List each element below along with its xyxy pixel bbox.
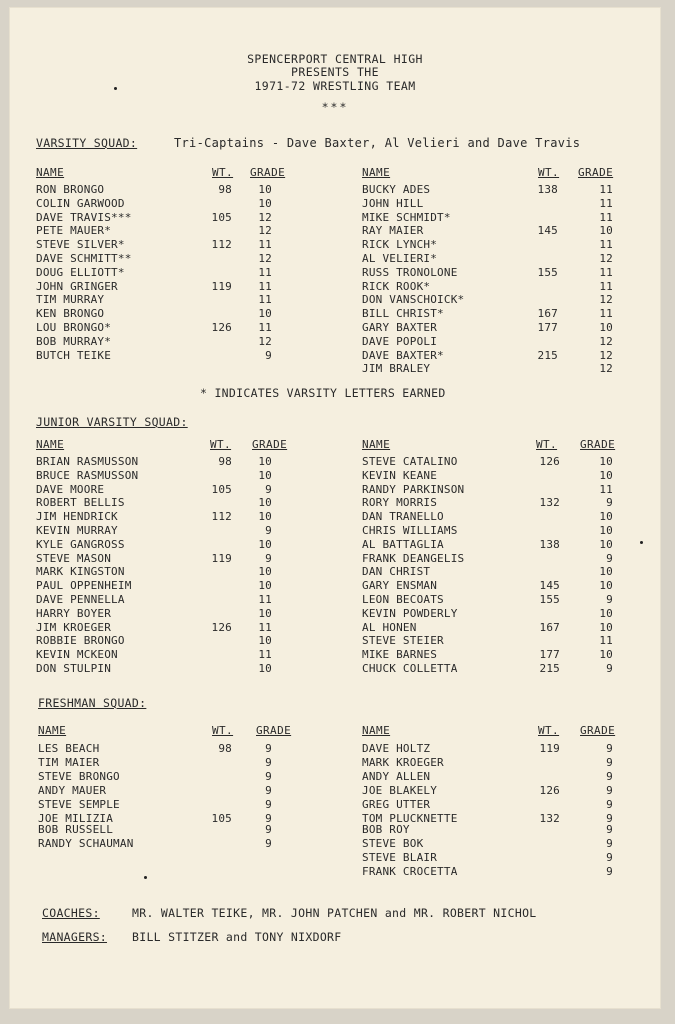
roster-row <box>10 510 660 524</box>
wrestler-grade: 11 <box>599 482 613 496</box>
wrestler-grade: 9 <box>265 798 272 811</box>
wrestler-grade: 10 <box>599 579 613 593</box>
roster-row <box>10 552 660 566</box>
wrestler-grade: 9 <box>606 496 613 510</box>
wrestler-name: STEVE BRONGO <box>38 770 120 783</box>
wrestler-name: TIM MAIER <box>38 756 100 769</box>
wrestler-weight: 98 <box>218 455 232 468</box>
wrestler-grade: 9 <box>606 812 613 825</box>
wrestler-name: ROBERT BELLIS <box>36 496 125 510</box>
wrestler-weight: 215 <box>539 662 560 675</box>
wrestler-grade: 11 <box>599 196 613 210</box>
jv-left-name-header: NAME <box>36 438 65 451</box>
wrestler-grade: 9 <box>265 784 272 797</box>
roster-row <box>10 307 660 321</box>
wrestler-name: JOE BLAKELY <box>362 784 438 797</box>
wrestler-grade: 9 <box>606 756 613 769</box>
varsity-right-wt-header: WT. <box>538 166 560 179</box>
wrestler-weight: 98 <box>218 183 232 196</box>
wrestler-name: RORY MORRIS <box>362 496 438 510</box>
wrestler-grade: 10 <box>258 455 272 468</box>
wrestler-name: BOB MURRAY* <box>36 334 112 348</box>
wrestler-grade: 11 <box>599 183 613 196</box>
wrestler-name: LOU BRONGO* <box>36 321 112 334</box>
coaches-label: COACHES: <box>42 906 100 920</box>
roster-row <box>10 593 660 607</box>
wrestler-grade: 10 <box>258 537 272 551</box>
roster-row <box>10 483 660 497</box>
wrestler-name: TOM PLUCKNETTE <box>362 812 458 825</box>
wrestler-weight: 177 <box>539 648 560 662</box>
school-title: SPENCERPORT CENTRAL HIGH <box>247 52 423 66</box>
wrestler-name: LEON BECOATS <box>362 593 444 606</box>
varsity-left-name-header: NAME <box>36 166 65 179</box>
wrestler-grade: 10 <box>258 468 272 482</box>
wrestler-name: FRANK DEANGELIS <box>362 551 465 565</box>
wrestler-weight: 145 <box>539 579 560 593</box>
roster-row <box>10 798 660 812</box>
wrestler-name: STEVE SILVER* <box>36 238 125 252</box>
wrestler-grade: 11 <box>599 634 613 648</box>
wrestler-grade: 9 <box>606 823 613 836</box>
wrestler-weight: 112 <box>211 510 232 524</box>
wrestler-grade: 11 <box>258 321 272 334</box>
wrestler-name: ANDY ALLEN <box>362 770 431 783</box>
wrestler-grade: 10 <box>599 468 613 482</box>
wrestler-grade: 9 <box>606 551 613 565</box>
wrestler-weight: 105 <box>211 812 232 825</box>
wrestler-name: STEVE CATALINO <box>362 455 458 468</box>
fr-right-wt-header: WT. <box>538 724 560 737</box>
wrestler-weight: 215 <box>537 348 558 362</box>
wrestler-grade: 11 <box>599 265 613 279</box>
wrestler-name: STEVE STEIER <box>362 634 444 648</box>
wrestler-grade: 9 <box>265 482 272 496</box>
jv-right-wt-header: WT. <box>536 438 558 451</box>
wrestler-grade: 10 <box>258 510 272 524</box>
paper-speck <box>144 876 147 879</box>
wrestler-name: JIM KROEGER <box>36 620 112 634</box>
varsity-left-grade-header: GRADE <box>250 166 286 179</box>
roster-row <box>10 648 660 662</box>
wrestler-grade: 12 <box>599 293 613 307</box>
roster-row <box>10 335 660 349</box>
wrestler-weight: 98 <box>218 742 232 755</box>
fr-left-grade-header: GRADE <box>256 724 292 737</box>
freshman-squad-title: FRESHMAN SQUAD: <box>38 696 147 710</box>
wrestler-grade: 9 <box>606 593 613 606</box>
paper-speck <box>114 87 117 90</box>
wrestler-grade: 10 <box>258 662 272 675</box>
wrestler-weight: 138 <box>537 183 558 196</box>
roster-row <box>10 321 660 335</box>
roster-row <box>10 565 660 579</box>
wrestler-grade: 11 <box>258 265 272 279</box>
varsity-letters-note: * INDICATES VARSITY LETTERS EARNED <box>200 386 446 400</box>
wrestler-grade: 10 <box>258 196 272 210</box>
wrestler-name: GREG UTTER <box>362 798 431 811</box>
wrestler-weight: 177 <box>537 321 558 334</box>
wrestler-grade: 9 <box>265 742 272 755</box>
roster-row <box>10 455 660 469</box>
wrestler-name: STEVE SEMPLE <box>38 798 120 811</box>
wrestler-name: BUTCH TEIKE <box>36 348 112 362</box>
wrestler-name: CHRIS WILLIAMS <box>362 524 458 537</box>
roster-row <box>10 211 660 225</box>
jv-right-grade-header: GRADE <box>580 438 616 451</box>
wrestler-name: BRUCE RASMUSSON <box>36 468 139 482</box>
wrestler-grade: 10 <box>599 224 613 238</box>
wrestler-name: GARY BAXTER <box>362 321 438 334</box>
wrestler-grade: 11 <box>599 307 613 321</box>
wrestler-name: DAVE POPOLI <box>362 334 438 348</box>
wrestler-grade: 12 <box>599 252 613 265</box>
wrestler-name: RANDY PARKINSON <box>362 482 465 496</box>
wrestler-weight: 155 <box>539 593 560 606</box>
wrestler-grade: 12 <box>258 252 272 265</box>
wrestler-name: RICK ROOK* <box>362 279 431 293</box>
wrestler-name: AL BATTAGLIA <box>362 537 444 551</box>
wrestler-grade: 12 <box>258 334 272 348</box>
wrestler-name: STEVE BLAIR <box>362 851 438 864</box>
roster-row <box>10 607 660 621</box>
varsity-right-name-header: NAME <box>362 166 391 179</box>
wrestler-name: MARK KROEGER <box>362 756 444 769</box>
wrestler-weight: 119 <box>539 742 560 755</box>
wrestler-name: RON BRONGO <box>36 183 105 196</box>
wrestler-name: FRANK CROCETTA <box>362 865 458 878</box>
wrestler-grade: 10 <box>258 565 272 579</box>
wrestler-grade: 10 <box>599 510 613 524</box>
wrestler-grade: 11 <box>599 210 613 224</box>
wrestler-weight: 126 <box>211 321 232 334</box>
wrestler-grade: 10 <box>599 321 613 334</box>
wrestler-name: KEVIN POWDERLY <box>362 606 458 620</box>
tri-captains-line: Tri-Captains - Dave Baxter, Al Velieri and Dave Travis <box>174 136 581 150</box>
wrestler-name: DAVE PENNELLA <box>36 593 125 606</box>
wrestler-grade: 10 <box>258 579 272 593</box>
wrestler-name: DOUG ELLIOTT* <box>36 265 125 279</box>
wrestler-name: BILL CHRIST* <box>362 307 444 321</box>
wrestler-name: KEN BRONGO <box>36 307 105 321</box>
wrestler-name: JIM HENDRICK <box>36 510 118 524</box>
wrestler-grade: 9 <box>265 837 272 850</box>
wrestler-grade: 11 <box>599 238 613 252</box>
roster-row <box>10 756 660 770</box>
wrestler-name: JOHN HILL <box>362 196 424 210</box>
wrestler-weight: 167 <box>539 620 560 634</box>
wrestler-name: PETE MAUER* <box>36 224 112 238</box>
roster-row <box>10 851 660 865</box>
managers-label: MANAGERS: <box>42 930 108 944</box>
wrestler-name: HARRY BOYER <box>36 606 112 620</box>
program-page <box>10 8 660 1008</box>
varsity-squad-title: VARSITY SQUAD: <box>36 136 138 150</box>
roster-row <box>10 823 660 837</box>
roster-row <box>10 224 660 238</box>
wrestler-grade: 10 <box>599 455 613 468</box>
wrestler-weight: 155 <box>537 265 558 279</box>
wrestler-name: DAVE TRAVIS*** <box>36 210 132 224</box>
fr-right-grade-header: GRADE <box>580 724 616 737</box>
roster-row <box>10 238 660 252</box>
wrestler-name: PAUL OPPENHEIM <box>36 579 132 593</box>
wrestler-grade: 9 <box>606 837 613 850</box>
wrestler-name: ANDY MAUER <box>38 784 107 797</box>
wrestler-name: MIKE SCHMIDT* <box>362 210 451 224</box>
wrestler-grade: 12 <box>599 362 613 376</box>
wrestler-name: KYLE GANGROSS <box>36 537 125 551</box>
roster-row <box>10 784 660 798</box>
wrestler-grade: 9 <box>606 742 613 755</box>
wrestler-name: BOB ROY <box>362 823 410 836</box>
roster-row <box>10 524 660 538</box>
wrestler-grade: 9 <box>265 756 272 769</box>
wrestler-name: CHUCK COLLETTA <box>362 662 458 675</box>
varsity-left-wt-header: WT. <box>212 166 234 179</box>
wrestler-name: COLIN GARWOOD <box>36 196 125 210</box>
wrestler-grade: 9 <box>265 348 272 362</box>
wrestler-name: DAN TRANELLO <box>362 510 444 524</box>
jv-left-grade-header: GRADE <box>252 438 288 451</box>
wrestler-grade: 9 <box>606 770 613 783</box>
wrestler-name: DAVE MOORE <box>36 482 105 496</box>
fr-left-name-header: NAME <box>38 724 67 737</box>
wrestler-grade: 12 <box>599 334 613 348</box>
wrestler-grade: 10 <box>599 620 613 634</box>
wrestler-name: JIM BRALEY <box>362 362 431 376</box>
roster-row <box>10 538 660 552</box>
managers-names: BILL STITZER and TONY NIXDORF <box>132 930 342 944</box>
wrestler-name: AL HONEN <box>362 620 417 634</box>
wrestler-name: DON VANSCHOICK* <box>362 293 465 307</box>
roster-row <box>10 469 660 483</box>
wrestler-name: RUSS TRONOLONE <box>362 265 458 279</box>
wrestler-name: KEVIN MCKEON <box>36 648 118 662</box>
roster-row <box>10 266 660 280</box>
roster-row <box>10 197 660 211</box>
wrestler-grade: 9 <box>265 524 272 537</box>
roster-row <box>10 634 660 648</box>
wrestler-name: GARY ENSMAN <box>362 579 438 593</box>
wrestler-grade: 9 <box>606 851 613 864</box>
wrestler-grade: 9 <box>606 662 613 675</box>
wrestler-name: RICK LYNCH* <box>362 238 438 252</box>
wrestler-grade: 10 <box>258 634 272 648</box>
wrestler-grade: 9 <box>265 770 272 783</box>
roster-row <box>10 349 660 363</box>
wrestler-grade: 11 <box>258 593 272 606</box>
wrestler-weight: 119 <box>211 551 232 565</box>
wrestler-name: BUCKY ADES <box>362 183 431 196</box>
wrestler-name: LES BEACH <box>38 742 100 755</box>
fr-right-name-header: NAME <box>362 724 391 737</box>
wrestler-grade: 11 <box>258 279 272 293</box>
wrestler-grade: 10 <box>258 307 272 321</box>
wrestler-grade: 10 <box>599 565 613 579</box>
roster-row <box>10 293 660 307</box>
roster-row <box>10 662 660 676</box>
wrestler-grade: 10 <box>258 606 272 620</box>
wrestler-grade: 9 <box>265 823 272 836</box>
wrestler-weight: 145 <box>537 224 558 238</box>
wrestler-name: DAN CHRIST <box>362 565 431 579</box>
coaches-names: MR. WALTER TEIKE, MR. JOHN PATCHEN and MR. ROBERT NICHOL <box>132 906 537 920</box>
fr-left-wt-header: WT. <box>212 724 234 737</box>
roster-row <box>10 621 660 635</box>
wrestler-name: JOHN GRINGER <box>36 279 118 293</box>
jv-squad-title: JUNIOR VARSITY SQUAD: <box>36 415 188 429</box>
wrestler-grade: 10 <box>258 496 272 510</box>
roster-row <box>10 837 660 851</box>
wrestler-grade: 9 <box>265 812 272 825</box>
wrestler-grade: 12 <box>258 224 272 238</box>
wrestler-weight: 105 <box>211 210 232 224</box>
wrestler-grade: 10 <box>258 183 272 196</box>
wrestler-grade: 11 <box>258 238 272 252</box>
wrestler-weight: 132 <box>539 496 560 510</box>
wrestler-name: MIKE BARNES <box>362 648 438 662</box>
wrestler-grade: 10 <box>599 606 613 620</box>
wrestler-weight: 105 <box>211 482 232 496</box>
wrestler-name: KEVIN KEANE <box>362 468 438 482</box>
wrestler-grade: 11 <box>258 293 272 307</box>
wrestler-grade: 10 <box>599 648 613 662</box>
roster-row <box>10 742 660 756</box>
wrestler-weight: 126 <box>211 620 232 634</box>
wrestler-grade: 12 <box>258 210 272 224</box>
wrestler-name: DON STULPIN <box>36 662 112 675</box>
wrestler-weight: 126 <box>539 784 560 797</box>
roster-row <box>10 362 660 376</box>
wrestler-grade: 10 <box>599 524 613 537</box>
wrestler-name: DAVE BAXTER* <box>362 348 444 362</box>
roster-row <box>10 252 660 266</box>
wrestler-grade: 9 <box>606 798 613 811</box>
roster-row <box>10 865 660 879</box>
wrestler-name: DAVE SCHMITT** <box>36 252 132 265</box>
varsity-right-grade-header: GRADE <box>578 166 614 179</box>
wrestler-name: RANDY SCHAUMAN <box>38 837 134 850</box>
wrestler-weight: 119 <box>211 279 232 293</box>
wrestler-weight: 112 <box>211 238 232 252</box>
wrestler-grade: 10 <box>599 537 613 551</box>
wrestler-name: BOB RUSSELL <box>38 823 114 836</box>
wrestler-name: KEVIN MURRAY <box>36 524 118 537</box>
roster-row <box>10 280 660 294</box>
team-title: 1971-72 WRESTLING TEAM <box>254 79 416 93</box>
wrestler-name: AL VELIERI* <box>362 252 438 265</box>
roster-row <box>10 579 660 593</box>
presents-line: PRESENTS THE <box>291 65 379 79</box>
roster-row <box>10 183 660 197</box>
roster-row <box>10 770 660 784</box>
wrestler-grade: 11 <box>258 620 272 634</box>
paper-speck <box>640 541 643 544</box>
wrestler-name: MARK KINGSTON <box>36 565 125 579</box>
roster-row <box>10 496 660 510</box>
wrestler-name: STEVE MASON <box>36 551 112 565</box>
wrestler-grade: 9 <box>265 551 272 565</box>
wrestler-weight: 167 <box>537 307 558 321</box>
wrestler-name: TIM MURRAY <box>36 293 105 307</box>
wrestler-name: BRIAN RASMUSSON <box>36 455 139 468</box>
wrestler-name: RAY MAIER <box>362 224 424 238</box>
jv-right-name-header: NAME <box>362 438 391 451</box>
title-stars: *** <box>321 100 349 114</box>
wrestler-name: STEVE BOK <box>362 837 424 850</box>
wrestler-grade: 11 <box>258 648 272 662</box>
wrestler-grade: 12 <box>599 348 613 362</box>
wrestler-name: ROBBIE BRONGO <box>36 634 125 648</box>
wrestler-grade: 9 <box>606 865 613 878</box>
jv-left-wt-header: WT. <box>210 438 232 451</box>
wrestler-weight: 132 <box>539 812 560 825</box>
wrestler-name: JOE MILIZIA <box>38 812 114 825</box>
wrestler-weight: 138 <box>539 537 560 551</box>
wrestler-grade: 9 <box>606 784 613 797</box>
wrestler-grade: 11 <box>599 279 613 293</box>
wrestler-name: DAVE HOLTZ <box>362 742 431 755</box>
wrestler-weight: 126 <box>539 455 560 468</box>
